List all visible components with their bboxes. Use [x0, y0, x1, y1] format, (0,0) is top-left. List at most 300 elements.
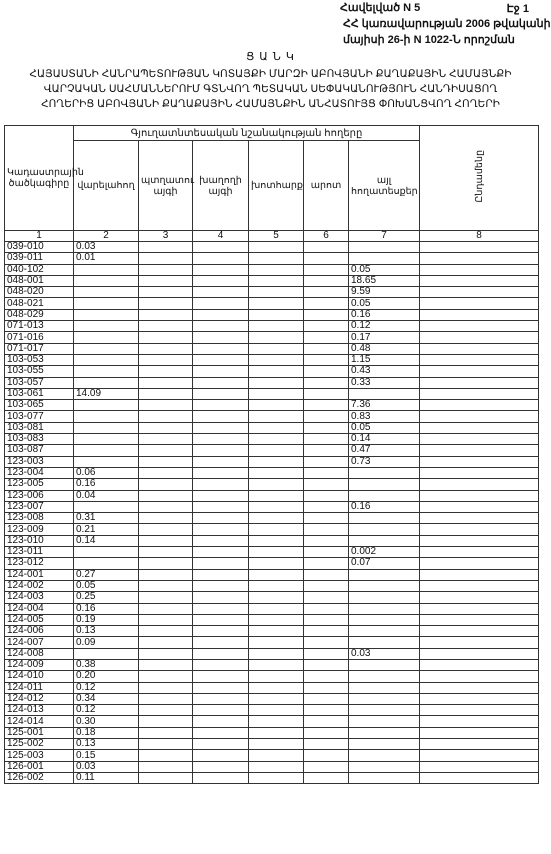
vineyard-cell [193, 580, 249, 591]
hayfield-cell [249, 693, 304, 704]
total-cell [420, 456, 539, 467]
code-cell: 125-001 [5, 727, 74, 738]
hayfield-cell [249, 366, 304, 377]
arable-cell: 0.12 [74, 705, 139, 716]
vineyard-cell [193, 592, 249, 603]
table-row [5, 400, 539, 411]
vineyard-cell [193, 287, 249, 298]
arable-cell: 0.31 [74, 513, 139, 524]
arable-cell: 0.04 [74, 490, 139, 501]
hayfield-cell [249, 479, 304, 490]
arable-cell: 0.19 [74, 614, 139, 625]
arable-cell [74, 332, 139, 343]
header-agri-group: Գյուղատնտեսական նշանակության հողերը [74, 126, 420, 141]
other-cell [349, 614, 420, 625]
table-row [5, 558, 539, 569]
other-cell [349, 739, 420, 750]
orchard-cell [139, 580, 193, 591]
table-row [5, 761, 539, 772]
total-cell [420, 716, 539, 727]
vineyard-cell [193, 298, 249, 309]
hayfield-cell [249, 750, 304, 761]
pasture-cell [304, 434, 349, 445]
other-cell [349, 524, 420, 535]
code-cell: 123-008 [5, 513, 74, 524]
orchard-cell [139, 772, 193, 783]
other-cell: 0.16 [349, 309, 420, 320]
code-cell: 124-001 [5, 569, 74, 580]
vineyard-cell [193, 422, 249, 433]
arable-cell: 0.27 [74, 569, 139, 580]
arable-cell [74, 298, 139, 309]
other-cell [349, 750, 420, 761]
total-cell [420, 411, 539, 422]
code-cell: 048-029 [5, 309, 74, 320]
total-cell [420, 321, 539, 332]
orchard-cell [139, 377, 193, 388]
header-pasture: արոտ [304, 141, 349, 231]
arable-cell [74, 264, 139, 275]
hayfield-cell [249, 659, 304, 670]
orchard-cell [139, 705, 193, 716]
arable-cell: 0.30 [74, 716, 139, 727]
pasture-cell [304, 445, 349, 456]
other-cell [349, 490, 420, 501]
hayfield-cell [249, 467, 304, 478]
code-cell: 123-007 [5, 501, 74, 512]
pasture-cell [304, 524, 349, 535]
vineyard-cell [193, 242, 249, 253]
arable-cell: 0.38 [74, 659, 139, 670]
pasture-cell [304, 580, 349, 591]
arable-cell [74, 445, 139, 456]
total-cell [420, 490, 539, 501]
vineyard-cell [193, 761, 249, 772]
arable-cell: 0.09 [74, 637, 139, 648]
vineyard-cell [193, 772, 249, 783]
vineyard-cell [193, 716, 249, 727]
arable-cell: 0.34 [74, 693, 139, 704]
hayfield-cell [249, 626, 304, 637]
code-cell: 124-014 [5, 716, 74, 727]
hayfield-cell [249, 332, 304, 343]
total-cell [420, 693, 539, 704]
total-cell [420, 275, 539, 286]
total-cell [420, 580, 539, 591]
arable-cell [74, 321, 139, 332]
code-cell: 124-002 [5, 580, 74, 591]
orchard-cell [139, 287, 193, 298]
total-cell [420, 659, 539, 670]
header-code: Կադաստրային ծածկագիրը [5, 126, 74, 231]
arable-cell: 0.16 [74, 603, 139, 614]
pasture-cell [304, 501, 349, 512]
pasture-cell [304, 513, 349, 524]
column-number: 7 [349, 231, 420, 242]
other-cell [349, 592, 420, 603]
total-cell [420, 761, 539, 772]
vineyard-cell [193, 253, 249, 264]
total-cell [420, 603, 539, 614]
other-cell [349, 535, 420, 546]
orchard-cell [139, 354, 193, 365]
code-cell: 124-009 [5, 659, 74, 670]
other-cell [349, 253, 420, 264]
pasture-cell [304, 547, 349, 558]
column-number: 1 [5, 231, 74, 242]
hayfield-cell [249, 603, 304, 614]
vineyard-cell [193, 321, 249, 332]
orchard-cell [139, 275, 193, 286]
arable-cell [74, 377, 139, 388]
pasture-cell [304, 264, 349, 275]
vineyard-cell [193, 332, 249, 343]
table-row [5, 739, 539, 750]
hayfield-cell [249, 242, 304, 253]
orchard-cell [139, 727, 193, 738]
vineyard-cell [193, 275, 249, 286]
other-cell: 0.07 [349, 558, 420, 569]
orchard-cell [139, 332, 193, 343]
table-row [5, 479, 539, 490]
vineyard-cell [193, 569, 249, 580]
total-cell [420, 309, 539, 320]
other-cell [349, 637, 420, 648]
header-orchard: պտղատու այգի [139, 141, 193, 231]
code-cell: 124-008 [5, 648, 74, 659]
pasture-cell [304, 716, 349, 727]
pasture-cell [304, 456, 349, 467]
other-cell: 0.03 [349, 648, 420, 659]
total-cell [420, 242, 539, 253]
table-row [5, 354, 539, 365]
pasture-cell [304, 727, 349, 738]
pasture-cell [304, 479, 349, 490]
other-cell: 0.48 [349, 343, 420, 354]
other-cell: 0.16 [349, 501, 420, 512]
orchard-cell [139, 242, 193, 253]
table-row [5, 422, 539, 433]
vineyard-cell [193, 445, 249, 456]
table-row [5, 716, 539, 727]
other-cell [349, 761, 420, 772]
orchard-cell [139, 513, 193, 524]
hayfield-cell [249, 490, 304, 501]
table-row [5, 682, 539, 693]
header-arable: վարելահող [74, 141, 139, 231]
orchard-cell [139, 411, 193, 422]
total-cell [420, 727, 539, 738]
arable-cell [74, 648, 139, 659]
code-cell: 124-006 [5, 626, 74, 637]
hayfield-cell [249, 761, 304, 772]
hayfield-cell [249, 422, 304, 433]
vineyard-cell [193, 490, 249, 501]
pasture-cell [304, 705, 349, 716]
code-cell: 123-004 [5, 467, 74, 478]
orchard-cell [139, 253, 193, 264]
table-row [5, 445, 539, 456]
page-number: Էջ 1 [506, 3, 529, 15]
hayfield-cell [249, 614, 304, 625]
table-row [5, 547, 539, 558]
total-cell [420, 354, 539, 365]
hayfield-cell [249, 535, 304, 546]
pasture-cell [304, 490, 349, 501]
pasture-cell [304, 388, 349, 399]
other-cell: 0.17 [349, 332, 420, 343]
vineyard-cell [193, 366, 249, 377]
other-cell [349, 388, 420, 399]
other-cell: 1.15 [349, 354, 420, 365]
table-row [5, 592, 539, 603]
orchard-cell [139, 659, 193, 670]
hayfield-cell [249, 513, 304, 524]
table-row [5, 524, 539, 535]
hayfield-cell [249, 309, 304, 320]
orchard-cell [139, 626, 193, 637]
table-row [5, 411, 539, 422]
title-line-1: ՀԱՅԱՍՏԱՆԻ ՀԱՆՐԱՊԵՏՈՒԹՅԱՆ ԿՈՏԱՅՔԻ ՄԱՐԶԻ ԱԲՈՎՅԱՆԻ ՔԱՂԱՔԱՅԻՆ ՀԱՄԱՅՆՔԻ [29, 68, 512, 80]
hayfield-cell [249, 253, 304, 264]
vineyard-cell [193, 456, 249, 467]
column-number: 4 [193, 231, 249, 242]
header-total [420, 126, 539, 231]
orchard-cell [139, 490, 193, 501]
vineyard-cell [193, 264, 249, 275]
hayfield-cell [249, 434, 304, 445]
other-cell [349, 513, 420, 524]
table-row [5, 637, 539, 648]
orchard-cell [139, 524, 193, 535]
pasture-cell [304, 626, 349, 637]
other-cell: 18.65 [349, 275, 420, 286]
vineyard-cell [193, 705, 249, 716]
code-cell: 103-087 [5, 445, 74, 456]
table-body [5, 242, 539, 784]
arable-cell: 14.09 [74, 388, 139, 399]
table-row [5, 626, 539, 637]
other-cell: 0.73 [349, 456, 420, 467]
vineyard-cell [193, 309, 249, 320]
vineyard-cell [193, 648, 249, 659]
orchard-cell [139, 671, 193, 682]
vineyard-cell [193, 354, 249, 365]
other-cell [349, 603, 420, 614]
arable-cell: 0.01 [74, 253, 139, 264]
vineyard-cell [193, 671, 249, 682]
orchard-cell [139, 445, 193, 456]
hayfield-cell [249, 569, 304, 580]
total-cell [420, 535, 539, 546]
header-total-label: Ընդամենը [473, 150, 485, 203]
table-row [5, 693, 539, 704]
other-cell: 0.05 [349, 264, 420, 275]
arable-cell [74, 434, 139, 445]
total-cell [420, 422, 539, 433]
table-row [5, 490, 539, 501]
total-cell [420, 671, 539, 682]
pasture-cell [304, 275, 349, 286]
hayfield-cell [249, 580, 304, 591]
vineyard-cell [193, 727, 249, 738]
vineyard-cell [193, 739, 249, 750]
total-cell [420, 547, 539, 558]
hayfield-cell [249, 501, 304, 512]
pasture-cell [304, 377, 349, 388]
orchard-cell [139, 603, 193, 614]
code-cell: 103-077 [5, 411, 74, 422]
arable-cell: 0.16 [74, 479, 139, 490]
pasture-cell [304, 332, 349, 343]
code-cell: 039-010 [5, 242, 74, 253]
other-cell: 0.14 [349, 434, 420, 445]
pasture-cell [304, 592, 349, 603]
code-cell: 123-003 [5, 456, 74, 467]
hayfield-cell [249, 716, 304, 727]
total-cell [420, 592, 539, 603]
arable-cell: 0.18 [74, 727, 139, 738]
code-cell: 071-013 [5, 321, 74, 332]
arable-cell: 0.03 [74, 761, 139, 772]
pasture-cell [304, 659, 349, 670]
arable-cell: 0.12 [74, 682, 139, 693]
total-cell [420, 377, 539, 388]
table-row [5, 614, 539, 625]
vineyard-cell [193, 682, 249, 693]
other-cell: 0.33 [349, 377, 420, 388]
other-cell: 0.05 [349, 422, 420, 433]
column-number: 8 [420, 231, 539, 242]
hayfield-cell [249, 411, 304, 422]
vineyard-cell [193, 637, 249, 648]
vineyard-cell [193, 524, 249, 535]
pasture-cell [304, 422, 349, 433]
pasture-cell [304, 467, 349, 478]
orchard-cell [139, 501, 193, 512]
orchard-cell [139, 693, 193, 704]
other-cell: 0.47 [349, 445, 420, 456]
other-cell: 7.36 [349, 400, 420, 411]
table-row [5, 287, 539, 298]
code-cell: 103-053 [5, 354, 74, 365]
total-cell [420, 614, 539, 625]
pasture-cell [304, 648, 349, 659]
other-cell: 0.05 [349, 298, 420, 309]
table-row [5, 513, 539, 524]
vineyard-cell [193, 614, 249, 625]
hayfield-cell [249, 275, 304, 286]
header-other: այլ հողատեսքեր [349, 141, 420, 231]
table-row [5, 671, 539, 682]
arable-cell: 0.11 [74, 772, 139, 783]
orchard-cell [139, 569, 193, 580]
orchard-cell [139, 264, 193, 275]
pasture-cell [304, 693, 349, 704]
orchard-cell [139, 343, 193, 354]
vineyard-cell [193, 693, 249, 704]
other-cell [349, 580, 420, 591]
arable-cell: 0.14 [74, 535, 139, 546]
pasture-cell [304, 366, 349, 377]
orchard-cell [139, 637, 193, 648]
vineyard-cell [193, 626, 249, 637]
appendix-label: Հավելված N 5 [340, 2, 421, 14]
arable-cell: 0.15 [74, 750, 139, 761]
table-row [5, 603, 539, 614]
total-cell [420, 366, 539, 377]
hayfield-cell [249, 298, 304, 309]
code-cell: 103-055 [5, 366, 74, 377]
pasture-cell [304, 242, 349, 253]
pasture-cell [304, 614, 349, 625]
code-cell: 103-083 [5, 434, 74, 445]
column-number: 3 [139, 231, 193, 242]
total-cell [420, 705, 539, 716]
total-cell [420, 524, 539, 535]
hayfield-cell [249, 727, 304, 738]
table-row [5, 321, 539, 332]
total-cell [420, 264, 539, 275]
hayfield-cell [249, 343, 304, 354]
vineyard-cell [193, 343, 249, 354]
table-row [5, 332, 539, 343]
other-cell [349, 659, 420, 670]
vineyard-cell [193, 750, 249, 761]
table-row [5, 388, 539, 399]
column-number: 2 [74, 231, 139, 242]
hayfield-cell [249, 388, 304, 399]
pasture-cell [304, 603, 349, 614]
table-row [5, 456, 539, 467]
pasture-cell [304, 309, 349, 320]
arable-cell: 0.06 [74, 467, 139, 478]
arable-cell: 0.13 [74, 626, 139, 637]
table-row [5, 467, 539, 478]
arable-cell [74, 422, 139, 433]
table-row [5, 366, 539, 377]
code-cell: 124-010 [5, 671, 74, 682]
list-title: Ց Ա Ն Կ [246, 51, 295, 63]
total-cell [420, 400, 539, 411]
vineyard-cell [193, 535, 249, 546]
column-number: 5 [249, 231, 304, 242]
vineyard-cell [193, 400, 249, 411]
other-cell [349, 682, 420, 693]
column-number-row [5, 231, 539, 242]
table-row [5, 434, 539, 445]
arable-cell [74, 275, 139, 286]
pasture-cell [304, 558, 349, 569]
orchard-cell [139, 321, 193, 332]
total-cell [420, 750, 539, 761]
total-cell [420, 298, 539, 309]
code-cell: 039-011 [5, 253, 74, 264]
code-cell: 123-006 [5, 490, 74, 501]
code-cell: 048-001 [5, 275, 74, 286]
total-cell [420, 253, 539, 264]
total-cell [420, 569, 539, 580]
arable-cell [74, 547, 139, 558]
hayfield-cell [249, 682, 304, 693]
arable-cell [74, 343, 139, 354]
vineyard-cell [193, 659, 249, 670]
code-cell: 125-002 [5, 739, 74, 750]
arable-cell [74, 309, 139, 320]
orchard-cell [139, 716, 193, 727]
hayfield-cell [249, 592, 304, 603]
decision-line-1: ՀՀ կառավարության 2006 թվականի [343, 18, 551, 30]
